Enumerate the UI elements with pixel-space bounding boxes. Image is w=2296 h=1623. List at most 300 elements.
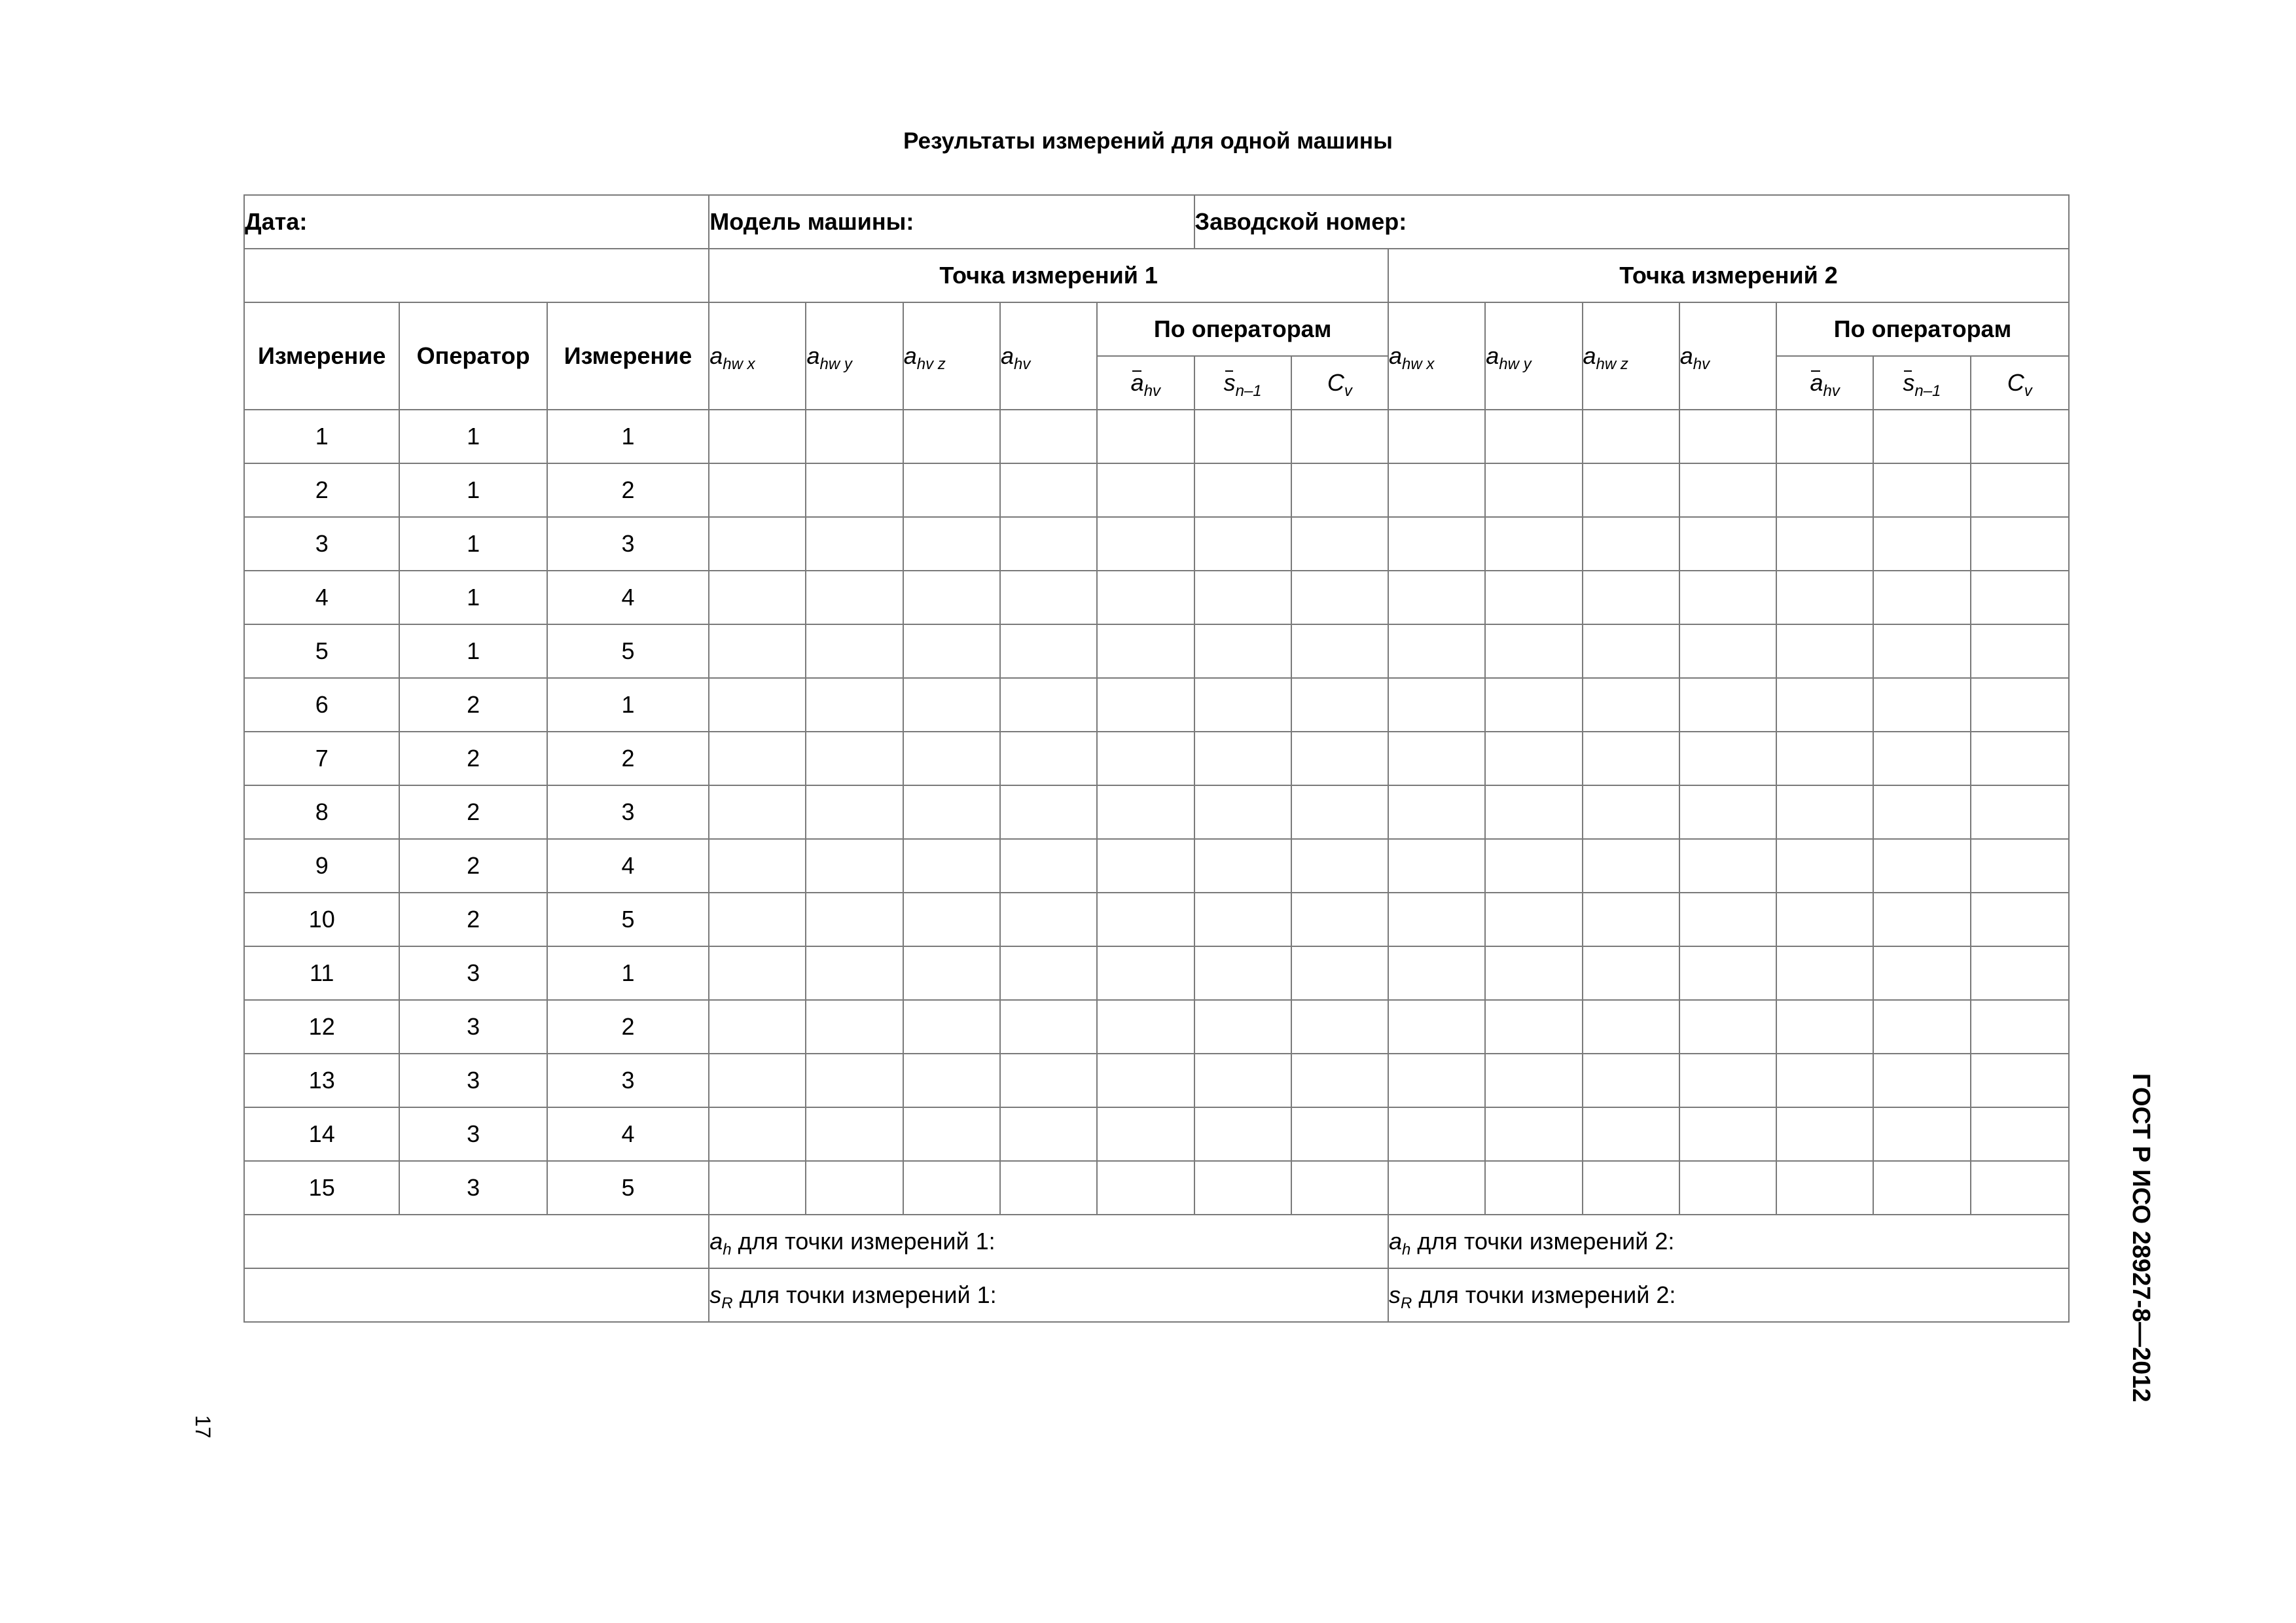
- row-operator-measurement: 1: [547, 678, 709, 732]
- value-cell[interactable]: [903, 463, 1000, 517]
- value-cell[interactable]: [1583, 463, 1679, 517]
- value-cell[interactable]: [1000, 571, 1097, 624]
- col-p1-ahv: $a_{hv}$: [1000, 302, 1097, 410]
- value-cell[interactable]: [1583, 571, 1679, 624]
- value-cell[interactable]: [1873, 678, 1970, 732]
- value-cell[interactable]: [709, 1161, 806, 1215]
- value-cell[interactable]: [1873, 1161, 1970, 1215]
- value-cell[interactable]: [1485, 732, 1582, 785]
- machine-model-field[interactable]: Модель машины:: [709, 195, 1194, 249]
- value-cell[interactable]: [1291, 893, 1388, 946]
- value-cell[interactable]: [1097, 893, 1194, 946]
- row-operator-measurement: 5: [547, 1161, 709, 1215]
- value-cell[interactable]: [1583, 946, 1679, 1000]
- table-row: [244, 1054, 2069, 1107]
- value-cell[interactable]: [1971, 1000, 2069, 1054]
- value-cell[interactable]: [1971, 571, 2069, 624]
- value-cell[interactable]: [1097, 678, 1194, 732]
- row-operator: 1: [399, 571, 547, 624]
- value-cell[interactable]: [1873, 463, 1970, 517]
- value-cell[interactable]: [709, 1054, 806, 1107]
- value-cell[interactable]: [1583, 1000, 1679, 1054]
- value-cell[interactable]: [1097, 785, 1194, 839]
- value-cell[interactable]: [1776, 839, 1873, 893]
- value-cell[interactable]: [1583, 839, 1679, 893]
- value-cell[interactable]: [1000, 1107, 1097, 1161]
- sr-point-2[interactable]: $s_R$ для точки измерений 2:: [1388, 1268, 2069, 1322]
- value-cell[interactable]: [1388, 1107, 1485, 1161]
- value-cell[interactable]: [1194, 410, 1291, 463]
- value-cell[interactable]: [1194, 1054, 1291, 1107]
- col-p2-sn1: $s_{n-1}$: [1873, 356, 1970, 410]
- value-cell[interactable]: [1000, 785, 1097, 839]
- measurement-rows: [244, 410, 2069, 1215]
- row-measurement: 9: [244, 839, 399, 893]
- measurement-results-table: [243, 194, 2070, 1323]
- value-cell[interactable]: [709, 785, 806, 839]
- row-operator-measurement: 3: [547, 517, 709, 571]
- row-operator-measurement: 1: [547, 946, 709, 1000]
- value-cell[interactable]: [1194, 785, 1291, 839]
- row-operator-measurement: 5: [547, 893, 709, 946]
- value-cell[interactable]: [1873, 1107, 1970, 1161]
- value-cell[interactable]: [1485, 839, 1582, 893]
- value-cell[interactable]: [903, 785, 1000, 839]
- value-cell[interactable]: [903, 410, 1000, 463]
- value-cell[interactable]: [806, 893, 903, 946]
- value-cell[interactable]: [1776, 1054, 1873, 1107]
- value-cell[interactable]: [1679, 1054, 1776, 1107]
- value-cell[interactable]: [1097, 571, 1194, 624]
- value-cell[interactable]: [806, 624, 903, 678]
- value-cell[interactable]: [903, 946, 1000, 1000]
- value-cell[interactable]: [903, 1054, 1000, 1107]
- value-cell[interactable]: [1194, 839, 1291, 893]
- table-row: [244, 624, 2069, 678]
- value-cell[interactable]: [1000, 1000, 1097, 1054]
- value-cell[interactable]: [1776, 517, 1873, 571]
- value-cell[interactable]: [1194, 624, 1291, 678]
- value-cell[interactable]: [1388, 1161, 1485, 1215]
- p1-by-operators-header: По операторам: [1097, 302, 1388, 356]
- row-operator-measurement: 2: [547, 732, 709, 785]
- col-p1-ahwx: $a_{hw x}$: [709, 302, 806, 410]
- row-operator-measurement: 4: [547, 839, 709, 893]
- value-cell[interactable]: [709, 678, 806, 732]
- table-row: [244, 732, 2069, 785]
- table-row: [244, 893, 2069, 946]
- value-cell[interactable]: [709, 463, 806, 517]
- value-cell[interactable]: [1971, 732, 2069, 785]
- row-operator: 2: [399, 839, 547, 893]
- value-cell[interactable]: [1388, 678, 1485, 732]
- value-cell[interactable]: [709, 624, 806, 678]
- row-operator-measurement: 2: [547, 1000, 709, 1054]
- row-measurement: 10: [244, 893, 399, 946]
- value-cell[interactable]: [1291, 410, 1388, 463]
- value-cell[interactable]: [1776, 571, 1873, 624]
- value-cell[interactable]: [1000, 1161, 1097, 1215]
- value-cell[interactable]: [1000, 517, 1097, 571]
- row-operator-measurement: 3: [547, 785, 709, 839]
- col-measurement: Измерение: [244, 302, 399, 410]
- row-operator-measurement: 4: [547, 1107, 709, 1161]
- value-cell[interactable]: [806, 1107, 903, 1161]
- row-measurement: 14: [244, 1107, 399, 1161]
- value-cell[interactable]: [1679, 410, 1776, 463]
- row-operator-measurement: 5: [547, 624, 709, 678]
- value-cell[interactable]: [1194, 571, 1291, 624]
- value-cell[interactable]: [1000, 1054, 1097, 1107]
- value-cell[interactable]: [1000, 839, 1097, 893]
- value-cell[interactable]: [1971, 1161, 2069, 1215]
- col-p2-cv: $C_v$: [1971, 356, 2069, 410]
- value-cell[interactable]: [1679, 624, 1776, 678]
- value-cell[interactable]: [806, 410, 903, 463]
- row-measurement: 8: [244, 785, 399, 839]
- value-cell[interactable]: [1873, 839, 1970, 893]
- row-measurement: 3: [244, 517, 399, 571]
- table-row: [244, 410, 2069, 463]
- value-cell[interactable]: [903, 678, 1000, 732]
- value-cell[interactable]: [806, 678, 903, 732]
- value-cell[interactable]: [1097, 624, 1194, 678]
- row-measurement: 11: [244, 946, 399, 1000]
- value-cell[interactable]: [709, 732, 806, 785]
- col-p1-mean-ahv: $a_{hv}$: [1097, 356, 1194, 410]
- row-measurement: 15: [244, 1161, 399, 1215]
- row-measurement: 2: [244, 463, 399, 517]
- empty-header-cell: [244, 249, 709, 302]
- col-p2-ahv: $a_{hv}$: [1679, 302, 1776, 410]
- value-cell[interactable]: [1873, 946, 1970, 1000]
- value-cell[interactable]: [1679, 732, 1776, 785]
- table-row: [244, 1107, 2069, 1161]
- value-cell[interactable]: [1097, 517, 1194, 571]
- value-cell[interactable]: [1873, 517, 1970, 571]
- value-cell[interactable]: [1971, 1107, 2069, 1161]
- row-measurement: 6: [244, 678, 399, 732]
- value-cell[interactable]: [1194, 678, 1291, 732]
- value-cell[interactable]: [1583, 785, 1679, 839]
- value-cell[interactable]: [709, 571, 806, 624]
- table-row: [244, 571, 2069, 624]
- page-title: Результаты измерений для одной машины: [903, 128, 1393, 154]
- value-cell[interactable]: [1679, 1107, 1776, 1161]
- value-cell[interactable]: [709, 893, 806, 946]
- value-cell[interactable]: [1776, 893, 1873, 946]
- row-operator: 1: [399, 517, 547, 571]
- value-cell[interactable]: [806, 571, 903, 624]
- value-cell[interactable]: [1583, 678, 1679, 732]
- value-cell[interactable]: [1776, 785, 1873, 839]
- value-cell[interactable]: [1583, 624, 1679, 678]
- value-cell[interactable]: [1776, 410, 1873, 463]
- value-cell[interactable]: [1679, 946, 1776, 1000]
- value-cell[interactable]: [1000, 463, 1097, 517]
- value-cell[interactable]: [1971, 893, 2069, 946]
- value-cell[interactable]: [1971, 624, 2069, 678]
- value-cell[interactable]: [1388, 732, 1485, 785]
- value-cell[interactable]: [1097, 1107, 1194, 1161]
- value-cell[interactable]: [1485, 571, 1582, 624]
- value-cell[interactable]: [1873, 1000, 1970, 1054]
- value-cell[interactable]: [1388, 571, 1485, 624]
- value-cell[interactable]: [1388, 785, 1485, 839]
- value-cell[interactable]: [1776, 463, 1873, 517]
- value-cell[interactable]: [1388, 1054, 1485, 1107]
- value-cell[interactable]: [806, 839, 903, 893]
- value-cell[interactable]: [1388, 517, 1485, 571]
- col-operator-measurement: Измерение: [547, 302, 709, 410]
- value-cell[interactable]: [1194, 732, 1291, 785]
- value-cell[interactable]: [1971, 1054, 2069, 1107]
- value-cell[interactable]: [1291, 1054, 1388, 1107]
- value-cell[interactable]: [1679, 463, 1776, 517]
- header-row-points: [244, 249, 2069, 302]
- table-row: [244, 839, 2069, 893]
- value-cell[interactable]: [1485, 678, 1582, 732]
- row-measurement: 13: [244, 1054, 399, 1107]
- value-cell[interactable]: [1291, 463, 1388, 517]
- value-cell[interactable]: [903, 571, 1000, 624]
- value-cell[interactable]: [1679, 839, 1776, 893]
- value-cell[interactable]: [1097, 839, 1194, 893]
- value-cell[interactable]: [709, 839, 806, 893]
- table-row: [244, 1161, 2069, 1215]
- value-cell[interactable]: [903, 624, 1000, 678]
- value-cell[interactable]: [1679, 893, 1776, 946]
- value-cell[interactable]: [1000, 893, 1097, 946]
- value-cell[interactable]: [1485, 1161, 1582, 1215]
- point-1-header: Точка измерений 1: [709, 249, 1388, 302]
- value-cell[interactable]: [903, 1161, 1000, 1215]
- value-cell[interactable]: [1776, 1000, 1873, 1054]
- value-cell[interactable]: [1583, 893, 1679, 946]
- value-cell[interactable]: [1194, 1107, 1291, 1161]
- col-p1-sn1: $s_{n-1}$: [1194, 356, 1291, 410]
- row-operator-measurement: 4: [547, 571, 709, 624]
- value-cell[interactable]: [1000, 410, 1097, 463]
- value-cell[interactable]: [1679, 785, 1776, 839]
- row-operator: 3: [399, 946, 547, 1000]
- value-cell[interactable]: [709, 946, 806, 1000]
- row-measurement: 4: [244, 571, 399, 624]
- value-cell[interactable]: [1873, 732, 1970, 785]
- value-cell[interactable]: [1583, 517, 1679, 571]
- row-operator: 3: [399, 1000, 547, 1054]
- header-row-info: [244, 195, 2069, 249]
- value-cell[interactable]: [1097, 1161, 1194, 1215]
- value-cell[interactable]: [1000, 624, 1097, 678]
- value-cell[interactable]: [806, 785, 903, 839]
- value-cell[interactable]: [1583, 410, 1679, 463]
- value-cell[interactable]: [1971, 785, 2069, 839]
- value-cell[interactable]: [1097, 463, 1194, 517]
- value-cell[interactable]: [1679, 1161, 1776, 1215]
- value-cell[interactable]: [1971, 410, 2069, 463]
- value-cell[interactable]: [1291, 517, 1388, 571]
- value-cell[interactable]: [1873, 893, 1970, 946]
- value-cell[interactable]: [1873, 1054, 1970, 1107]
- value-cell[interactable]: [1971, 839, 2069, 893]
- value-cell[interactable]: [1485, 1000, 1582, 1054]
- value-cell[interactable]: [1485, 517, 1582, 571]
- row-operator: 3: [399, 1161, 547, 1215]
- value-cell[interactable]: [1194, 946, 1291, 1000]
- standard-designation: ГОСТ Р ИСО 28927-8—2012: [2127, 1073, 2155, 1402]
- value-cell[interactable]: [1971, 946, 2069, 1000]
- row-operator: 2: [399, 785, 547, 839]
- ah-point-1[interactable]: $a_h$ для точки измерений 1:: [709, 1215, 1388, 1268]
- row-operator: 3: [399, 1107, 547, 1161]
- value-cell[interactable]: [1776, 624, 1873, 678]
- table-row: [244, 463, 2069, 517]
- table-row: [244, 785, 2069, 839]
- value-cell[interactable]: [1971, 517, 2069, 571]
- row-operator: 3: [399, 1054, 547, 1107]
- value-cell[interactable]: [1097, 732, 1194, 785]
- value-cell[interactable]: [1388, 893, 1485, 946]
- value-cell[interactable]: [903, 1107, 1000, 1161]
- value-cell[interactable]: [1291, 946, 1388, 1000]
- col-p2-ahwy: $a_{hw y}$: [1485, 302, 1582, 410]
- value-cell[interactable]: [1583, 1107, 1679, 1161]
- value-cell[interactable]: [1194, 1161, 1291, 1215]
- value-cell[interactable]: [1485, 1107, 1582, 1161]
- value-cell[interactable]: [1776, 946, 1873, 1000]
- value-cell[interactable]: [1583, 1054, 1679, 1107]
- value-cell[interactable]: [903, 893, 1000, 946]
- footer-row-ah: [244, 1215, 2069, 1268]
- row-measurement: 5: [244, 624, 399, 678]
- value-cell[interactable]: [1776, 678, 1873, 732]
- value-cell[interactable]: [1097, 410, 1194, 463]
- value-cell[interactable]: [1291, 1000, 1388, 1054]
- value-cell[interactable]: [1388, 463, 1485, 517]
- value-cell[interactable]: [1679, 571, 1776, 624]
- value-cell[interactable]: [806, 517, 903, 571]
- value-cell[interactable]: [1291, 732, 1388, 785]
- col-p1-ahwy: $a_{hw y}$: [806, 302, 903, 410]
- value-cell[interactable]: [1291, 571, 1388, 624]
- row-measurement: 12: [244, 1000, 399, 1054]
- date-field[interactable]: Дата:: [244, 195, 709, 249]
- value-cell[interactable]: [806, 1054, 903, 1107]
- row-measurement: 1: [244, 410, 399, 463]
- header-row-columns: [244, 302, 2069, 356]
- serial-number-field[interactable]: Заводской номер:: [1194, 195, 2069, 249]
- value-cell[interactable]: [1485, 410, 1582, 463]
- value-cell[interactable]: [709, 1000, 806, 1054]
- value-cell[interactable]: [1485, 785, 1582, 839]
- value-cell[interactable]: [1679, 678, 1776, 732]
- sr-point-1[interactable]: $s_R$ для точки измерений 1:: [709, 1268, 1388, 1322]
- page-number: 17: [191, 1415, 215, 1438]
- value-cell[interactable]: [806, 946, 903, 1000]
- table-row: [244, 678, 2069, 732]
- value-cell[interactable]: [1291, 1161, 1388, 1215]
- value-cell[interactable]: [903, 1000, 1000, 1054]
- value-cell[interactable]: [1873, 785, 1970, 839]
- value-cell[interactable]: [709, 410, 806, 463]
- table-row: [244, 946, 2069, 1000]
- value-cell[interactable]: [1097, 1000, 1194, 1054]
- value-cell[interactable]: [903, 839, 1000, 893]
- ah-point-2[interactable]: $a_h$ для точки измерений 2:: [1388, 1215, 2069, 1268]
- footer-row-sr: [244, 1268, 2069, 1322]
- value-cell[interactable]: [1485, 946, 1582, 1000]
- value-cell[interactable]: [1971, 678, 2069, 732]
- value-cell[interactable]: [1000, 732, 1097, 785]
- value-cell[interactable]: [1583, 732, 1679, 785]
- value-cell[interactable]: [1583, 1161, 1679, 1215]
- value-cell[interactable]: [1971, 463, 2069, 517]
- value-cell[interactable]: [1000, 946, 1097, 1000]
- value-cell[interactable]: [1388, 410, 1485, 463]
- value-cell[interactable]: [806, 1000, 903, 1054]
- value-cell[interactable]: [1291, 624, 1388, 678]
- value-cell[interactable]: [1097, 1054, 1194, 1107]
- value-cell[interactable]: [1873, 410, 1970, 463]
- value-cell[interactable]: [1485, 893, 1582, 946]
- value-cell[interactable]: [903, 732, 1000, 785]
- point-2-header: Точка измерений 2: [1388, 249, 2069, 302]
- value-cell[interactable]: [1873, 624, 1970, 678]
- value-cell[interactable]: [709, 1107, 806, 1161]
- value-cell[interactable]: [1194, 893, 1291, 946]
- col-p1-cv: $C_v$: [1291, 356, 1388, 410]
- value-cell[interactable]: [1485, 624, 1582, 678]
- value-cell[interactable]: [1194, 1000, 1291, 1054]
- value-cell[interactable]: [1194, 463, 1291, 517]
- value-cell[interactable]: [1679, 1000, 1776, 1054]
- table-row: [244, 517, 2069, 571]
- value-cell[interactable]: [806, 463, 903, 517]
- value-cell[interactable]: [1388, 624, 1485, 678]
- value-cell[interactable]: [1873, 571, 1970, 624]
- value-cell[interactable]: [1776, 1161, 1873, 1215]
- value-cell[interactable]: [806, 1161, 903, 1215]
- value-cell[interactable]: [1388, 946, 1485, 1000]
- value-cell[interactable]: [1194, 517, 1291, 571]
- row-operator: 2: [399, 732, 547, 785]
- value-cell[interactable]: [1776, 1107, 1873, 1161]
- col-p2-ahwz: $a_{hw z}$: [1583, 302, 1679, 410]
- value-cell[interactable]: [1679, 517, 1776, 571]
- col-p2-mean-ahv: $a_{hv}$: [1776, 356, 1873, 410]
- row-operator: 2: [399, 893, 547, 946]
- value-cell[interactable]: [709, 517, 806, 571]
- value-cell[interactable]: [1776, 732, 1873, 785]
- row-operator-measurement: 1: [547, 410, 709, 463]
- value-cell[interactable]: [1291, 1107, 1388, 1161]
- value-cell[interactable]: [806, 732, 903, 785]
- value-cell[interactable]: [1291, 785, 1388, 839]
- col-operator: Оператор: [399, 302, 547, 410]
- value-cell[interactable]: [1291, 839, 1388, 893]
- value-cell[interactable]: [1485, 463, 1582, 517]
- row-operator: 1: [399, 624, 547, 678]
- row-operator-measurement: 2: [547, 463, 709, 517]
- value-cell[interactable]: [1291, 678, 1388, 732]
- value-cell[interactable]: [1000, 678, 1097, 732]
- value-cell[interactable]: [1485, 1054, 1582, 1107]
- value-cell[interactable]: [1388, 1000, 1485, 1054]
- value-cell[interactable]: [903, 517, 1000, 571]
- value-cell[interactable]: [1097, 946, 1194, 1000]
- value-cell[interactable]: [1388, 839, 1485, 893]
